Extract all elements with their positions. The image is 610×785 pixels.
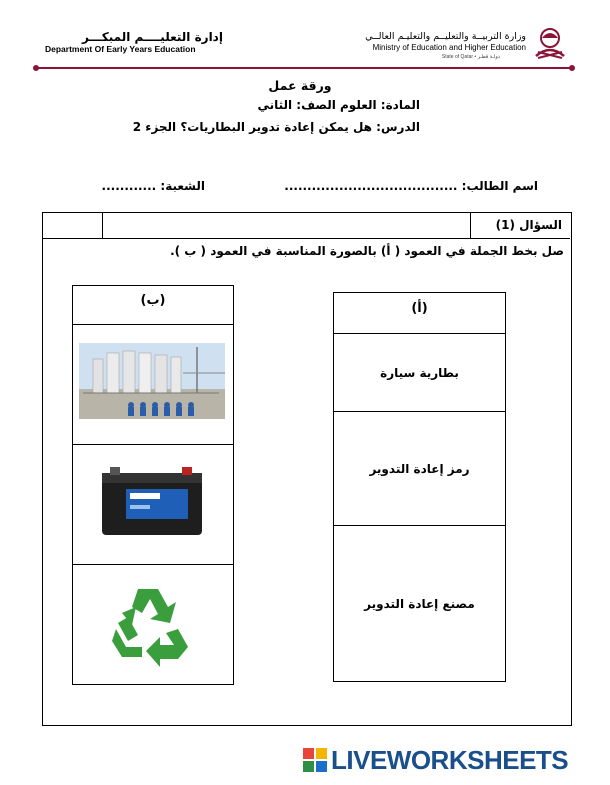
column-b (72, 285, 234, 685)
lesson-line: الدرس: هل يمكن إعادة تدوير البطاريات؟ الجزء 2 (132, 120, 420, 134)
item-car-battery[interactable]: بطارية سيارة (334, 334, 505, 412)
brand-text: LIVEWORKSHEETS (331, 744, 569, 775)
subject-line: المادة: العلوم الصف: الثاني (257, 98, 420, 112)
recycle-image-cell[interactable] (73, 565, 233, 684)
ministry-arabic-name: وزارة التربيــة والتعليــم والتعليـم العالــي (365, 31, 526, 42)
car-battery-image (96, 465, 208, 539)
department-arabic-name: إدارة التعليــــم المبكـــر (82, 30, 223, 44)
header-divider-dot (33, 65, 39, 71)
item-recycle-symbol[interactable]: رمز إعادة التدوير (334, 412, 505, 526)
department-english-name: Department Of Early Years Education (45, 44, 196, 54)
qatar-emblem-icon (530, 22, 570, 62)
column-a (333, 292, 506, 682)
battery-image-cell[interactable] (73, 445, 233, 565)
recycle-symbol-icon (108, 577, 198, 667)
question-label: السؤال (1) (470, 212, 570, 238)
column-b-header: (ب) (73, 286, 233, 325)
state-label: State of Qatar • دولـة قطـر (441, 54, 500, 60)
factory-image-cell[interactable] (73, 325, 233, 445)
worksheet-title: ورقة عمل (268, 78, 332, 93)
item-recycling-factory[interactable]: مصنع إعادة التدوير (364, 597, 475, 611)
student-name-field[interactable]: اسم الطالب: ...................................... (284, 179, 538, 193)
header-divider (36, 67, 572, 69)
score-cell (42, 212, 103, 238)
liveworksheets-logo-icon (303, 748, 327, 772)
recycling-factory-image (79, 343, 225, 419)
ministry-english-name: Ministry of Education and Higher Education (372, 43, 526, 52)
liveworksheets-brand (303, 746, 568, 774)
column-a-header: (أ) (334, 293, 505, 334)
header-divider-dot (569, 65, 575, 71)
question-instruction: صل بخط الجملة في العمود ( أ) بالصورة المناسبة في العمود ( ب ). (170, 244, 564, 258)
section-field[interactable]: الشعبة: ............ (101, 179, 205, 193)
question-header-row (42, 212, 570, 239)
